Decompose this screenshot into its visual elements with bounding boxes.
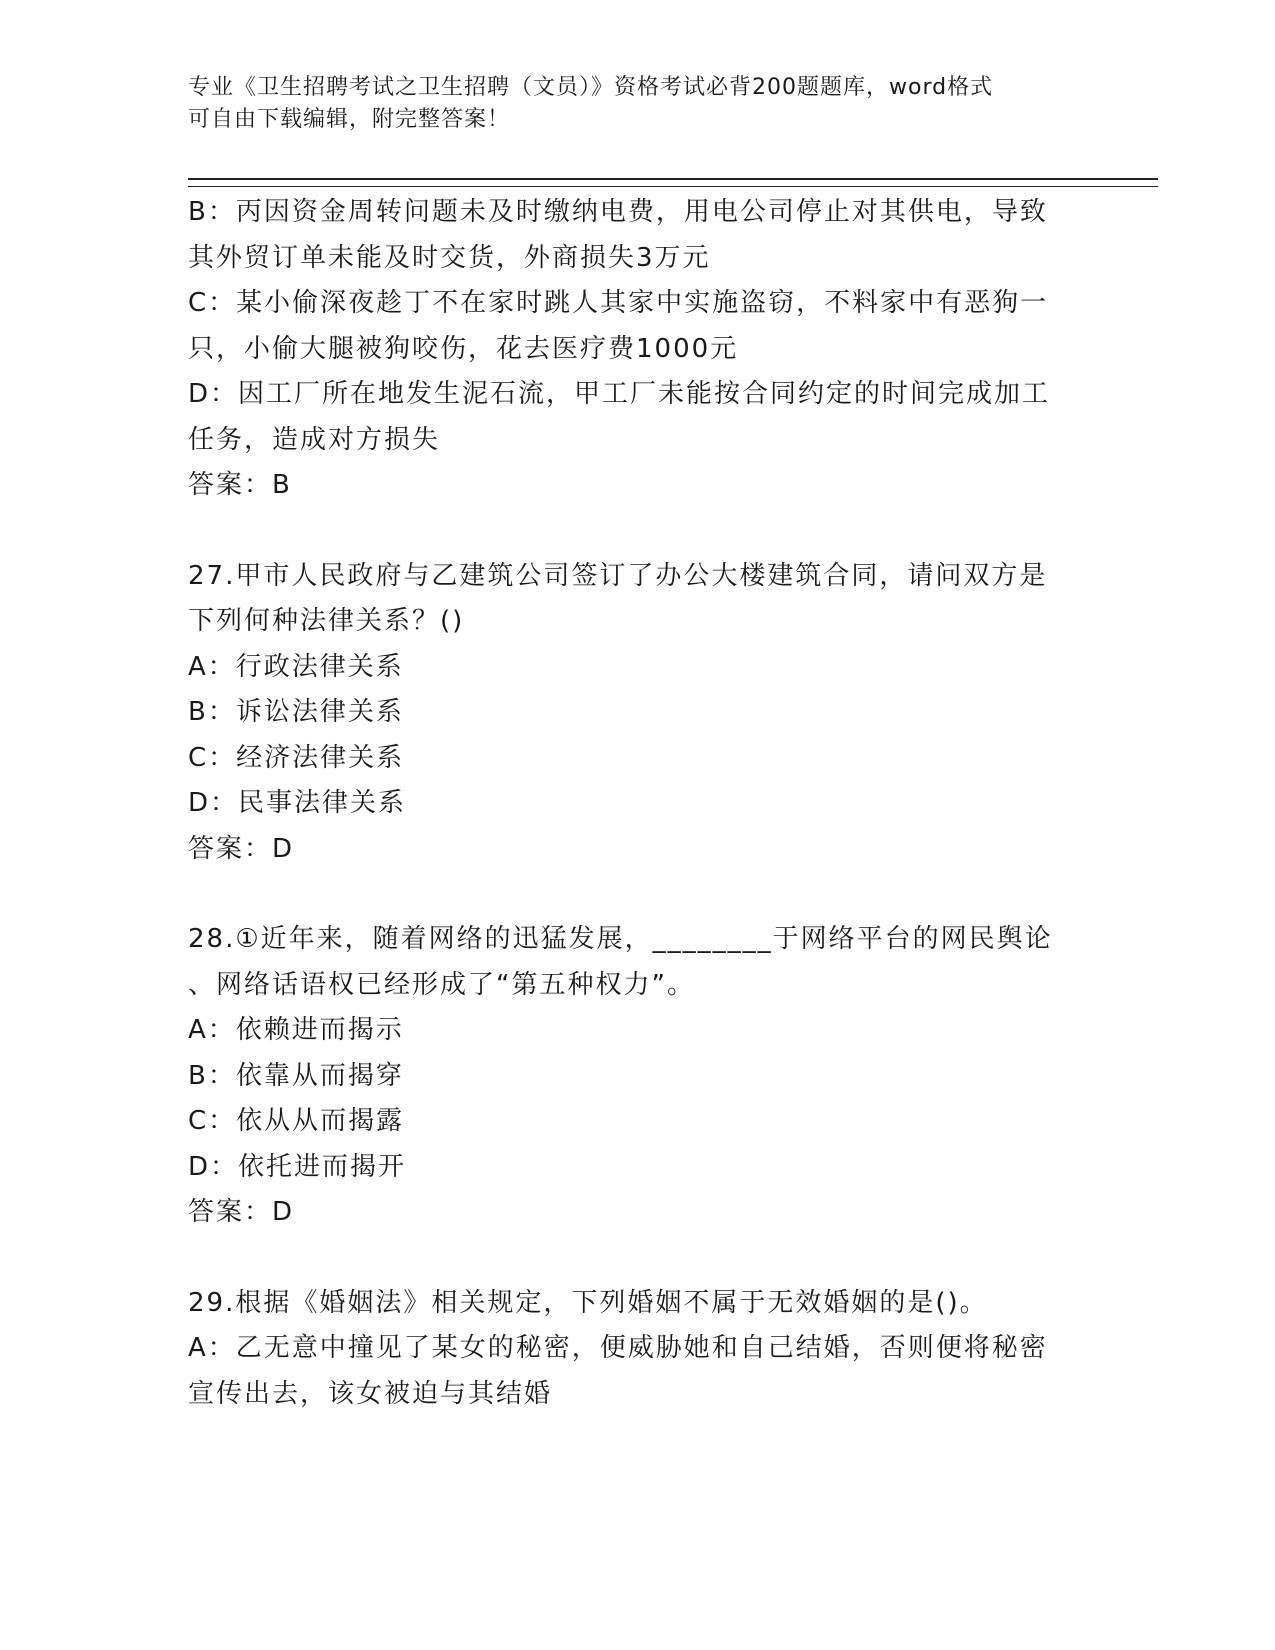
q27-option-d: D：民事法律关系 bbox=[188, 788, 407, 818]
q28-answer: 答案：D bbox=[188, 1197, 295, 1227]
q26-option-c-line-2: 只，小偷大腿被狗咬伤，花去医疗费1000元 bbox=[188, 333, 739, 364]
q28-stem-line-1: 28.①近年来，随着网络的迅猛发展，________于网络平台的网民舆论 bbox=[188, 924, 1053, 954]
q28-option-a: A：依赖进而揭示 bbox=[188, 1015, 404, 1045]
spacer bbox=[188, 509, 1088, 554]
q26-option-c-line-1: C：某小偷深夜趁丁不在家时跳人其家中实施盗窃，不料家中有恶狗一 bbox=[188, 288, 1049, 318]
q26-answer: 答案：B bbox=[188, 470, 292, 500]
q28-option-c: C：依从从而揭露 bbox=[188, 1106, 405, 1136]
q28-option-d: D：依托进而揭开 bbox=[188, 1151, 407, 1182]
q27-stem-line-1: 27.甲市人民政府与乙建筑公司签订了办公大楼建筑合同，请问双方是 bbox=[188, 560, 1048, 591]
spacer bbox=[188, 1236, 1088, 1281]
question-29-block bbox=[188, 1281, 1088, 1418]
q27-answer: 答案：D bbox=[188, 833, 295, 864]
q26-option-b-line-1: B：丙因资金周转问题未及时缴纳电费，用电公司停止对其供电，导致 bbox=[188, 197, 1048, 227]
spacer bbox=[188, 872, 1088, 917]
header-divider bbox=[188, 178, 1158, 187]
q26-option-b-line-2: 其外贸订单未能及时交货，外商损失3万元 bbox=[188, 242, 711, 273]
q29-option-a-line-1: A：乙无意中撞见了某女的秘密，便威胁她和自己结婚，否则便将秘密 bbox=[188, 1333, 1048, 1363]
q28-stem-line-2: 、网络话语权已经形成了“第五种权力”。 bbox=[188, 969, 695, 1000]
q27-option-b: B：诉讼法律关系 bbox=[188, 697, 404, 727]
question-content bbox=[188, 190, 1088, 1417]
question-27-block bbox=[188, 554, 1088, 873]
header-title-line-1: 专业《卫生招聘考试之卫生招聘（文员）》资格考试必背200题题库，word格式 bbox=[188, 75, 994, 100]
q27-stem-line-2: 下列何种法律关系？() bbox=[188, 606, 465, 636]
q29-option-a-line-2: 宣传出去，该女被迫与其结婚 bbox=[188, 1378, 553, 1409]
q26-option-d-line-1: D：因工厂所在地发生泥石流，甲工厂未能按合同约定的时间完成加工 bbox=[188, 379, 1051, 409]
q28-option-b: B：依靠从而揭穿 bbox=[188, 1060, 404, 1091]
q27-option-c: C：经济法律关系 bbox=[188, 742, 405, 773]
header-title-line-2: 可自由下载编辑，附完整答案！ bbox=[188, 107, 511, 132]
q29-stem-line-1: 29.根据《婚姻法》相关规定，下列婚姻不属于无效婚姻的是()。 bbox=[188, 1287, 988, 1318]
question-26-block bbox=[188, 190, 1088, 509]
question-28-block bbox=[188, 917, 1088, 1236]
document-header bbox=[188, 72, 1068, 136]
q27-option-a: A：行政法律关系 bbox=[188, 651, 404, 682]
q26-option-d-line-2: 任务，造成对方损失 bbox=[188, 424, 441, 455]
